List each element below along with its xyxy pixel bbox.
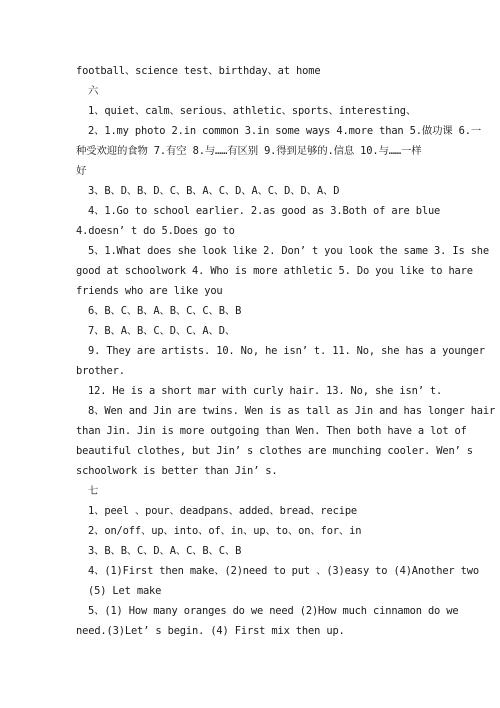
line-11: good at schoolwork 4. Who is more athletic 5. Do you like to hare — [76, 265, 473, 277]
line-19: than Jin. Jin is more outgoing than Wen. Then both have a lot of — [76, 425, 467, 437]
line-13: 6、B、C、B、A、B、C、C、B、B — [88, 305, 242, 317]
section-heading-6: 六 — [88, 85, 99, 97]
line-27: (5) Let make — [88, 585, 162, 597]
line-01: football、science test、birthday、at home — [76, 65, 321, 77]
line-17: 12. He is a short mar with curly hair. 13. No, she isn’ t. — [88, 385, 443, 397]
line-28: 5、(1) How many oranges do we need (2)How much cinnamon do we — [88, 605, 459, 617]
line-25: 3、B、B、C、D、A、C、B、C、B — [88, 545, 242, 557]
line-21: schoolwork is better than Jin’ s. — [76, 465, 278, 477]
line-26: 4、(1)First then make、(2)need to put 、(3)easy to (4)Another two — [88, 565, 479, 577]
line-18: 8、Wen and Jin are twins. Wen is as tall as Jin and has longer hair — [88, 405, 496, 417]
section-heading-7: 七 — [88, 485, 99, 497]
line-08: 4、1.Go to school earlier. 2.as good as 3.Both of are blue — [88, 205, 441, 217]
line-23: 1、peel 、pour、deadpans、added、bread、recipe — [88, 505, 358, 517]
line-16: brother. — [76, 365, 125, 377]
line-29: need.(3)Let’ s begin. (4) First mix then up. — [76, 625, 345, 637]
line-04: 2、1.my photo 2.in common 3.in some ways 4.more than 5.做功课 6.一 — [88, 125, 482, 137]
line-03: 1、quiet、calm、serious、athletic、sports、interesting、 — [88, 105, 417, 117]
line-14: 7、B、A、B、C、D、C、A、D、 — [88, 325, 236, 337]
line-10: 5、1.What does she look like 2. Don’ t you look the same 3. Is she — [88, 245, 490, 257]
line-07: 3、B、D、B、D、C、B、A、C、D、A、C、D、D、A、D — [88, 185, 340, 197]
line-24: 2、on/off、up、into、of、in、up、to、on、for、in — [88, 525, 362, 537]
line-05: 种受欢迎的食物 7.有空 8.与……有区别 9.得到足够的.信息 10.与……一样 — [76, 145, 422, 157]
line-20: beautiful clothes, but Jin’ s clothes are munching cooler. Wen’ s — [76, 445, 473, 457]
line-06: 好 — [76, 165, 87, 177]
line-09: 4.doesn’ t do 5.Does go to — [76, 225, 235, 237]
line-12: friends who are like you — [76, 285, 223, 297]
line-15: 9. They are artists. 10. No, he isn’ t. 11. No, she has a younger — [88, 345, 485, 357]
